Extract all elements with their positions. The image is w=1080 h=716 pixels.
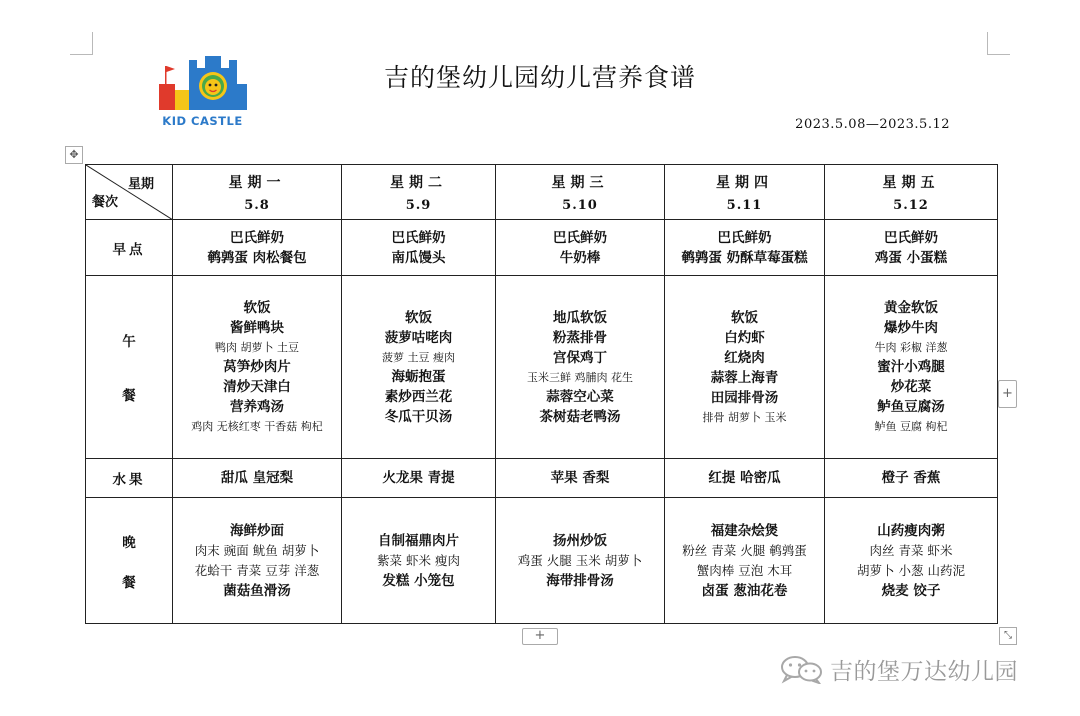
- menu-line: 酱鲜鸭块: [230, 320, 284, 336]
- document-title: 吉的堡幼儿园幼儿营养食谱: [383, 63, 696, 92]
- menu-line: 营养鸡汤: [230, 399, 284, 415]
- day-header-fri: [825, 165, 998, 220]
- meal-label-char: 晚: [122, 534, 136, 551]
- meal-label-lunch: [86, 330, 172, 404]
- lunch-cell[interactable]: [173, 276, 342, 459]
- day-header-wed: [496, 165, 665, 220]
- menu-line: 黄金软饭: [884, 300, 938, 316]
- fruit-row: [86, 459, 998, 498]
- menu-line: 红提 哈密瓜: [708, 470, 781, 486]
- day-name: 星期五: [882, 174, 940, 191]
- menu-line: 宫保鸡丁: [553, 349, 607, 366]
- dinner-cell[interactable]: [173, 498, 342, 624]
- menu-line: 卤蛋 葱油花卷: [701, 582, 788, 599]
- watermark: [778, 652, 1018, 686]
- corner-label-meal: 餐次: [92, 195, 119, 210]
- lunch-cell[interactable]: [665, 276, 825, 459]
- menu-line: 紫菜 虾米 瘦肉: [377, 552, 460, 568]
- menu-line: 炒花菜: [890, 379, 932, 395]
- menu-line: 红烧肉: [724, 349, 765, 366]
- dinner-cell[interactable]: [496, 498, 665, 624]
- meal-label-cell: [86, 459, 173, 498]
- day-name: 星期二: [390, 174, 447, 191]
- add-row-button[interactable]: +: [522, 628, 558, 645]
- fruit-cell[interactable]: [496, 459, 665, 498]
- menu-line: 鸡蛋 小蛋糕: [874, 249, 948, 266]
- menu-line: 蟹肉棒 豆泡 木耳: [696, 562, 793, 578]
- menu-line: 巴氏鲜奶: [884, 229, 938, 246]
- menu-line: 苹果 香梨: [550, 470, 610, 486]
- dinner-cell[interactable]: [665, 498, 825, 624]
- menu-line: 粉丝 青菜 火腿 鹌鹑蛋: [682, 542, 807, 558]
- breakfast-cell[interactable]: [665, 220, 825, 276]
- menu-line: 鹌鹑蛋 肉松餐包: [207, 249, 307, 266]
- menu-line: 鹌鹑蛋 奶酥草莓蛋糕: [681, 249, 808, 266]
- menu-line: 牛奶棒: [559, 249, 601, 266]
- menu-line: 扬州炒饭: [553, 532, 607, 549]
- menu-line: 软饭: [405, 309, 432, 326]
- menu-line: 菠萝 土豆 瘦肉: [382, 350, 455, 364]
- menu-line: 菌菇鱼滑汤: [223, 582, 291, 599]
- menu-line: 蒜蓉空心菜: [546, 388, 614, 405]
- menu-line: 肉丝 青菜 虾米: [869, 542, 953, 558]
- meal-label-cell: [86, 276, 173, 459]
- menu-line: 橙子 香蕉: [881, 470, 941, 486]
- menu-line: 牛肉 彩椒 洋葱: [874, 341, 948, 354]
- menu-line: 软饭: [731, 309, 758, 326]
- menu-line: 蒜蓉上海青: [710, 369, 779, 386]
- menu-line: 白灼虾: [724, 329, 765, 346]
- dinner-cell[interactable]: [825, 498, 998, 624]
- menu-line: 田园排骨汤: [710, 389, 779, 406]
- menu-line: 茶树菇老鸭汤: [539, 408, 621, 425]
- watermark-text: 吉的堡万达幼儿园: [830, 658, 1018, 685]
- breakfast-cell[interactable]: [825, 220, 998, 276]
- menu-line: 甜瓜 皇冠梨: [220, 470, 294, 486]
- meal-label-fruit: 水果: [112, 472, 146, 488]
- day-date: 5.9: [405, 197, 432, 213]
- fruit-cell[interactable]: [825, 459, 998, 498]
- menu-line: 地瓜软饭: [553, 309, 607, 326]
- menu-line: 清炒天津白: [223, 379, 291, 395]
- menu-line: 蜜汁小鸡腿: [877, 359, 945, 375]
- menu-line: 软饭: [243, 300, 271, 316]
- day-date: 5.10: [562, 197, 598, 213]
- menu-line: 巴氏鲜奶: [391, 229, 446, 246]
- breakfast-cell[interactable]: [173, 220, 342, 276]
- menu-line: 鸡蛋 火腿 玉米 胡萝卜: [517, 552, 643, 568]
- menu-line: 菠萝咕咾肉: [384, 329, 453, 346]
- kid-castle-logo: [155, 50, 250, 132]
- meal-label-char: 餐: [122, 388, 136, 404]
- day-date: 5.11: [726, 197, 763, 213]
- menu-line: 海鲜炒面: [230, 522, 284, 539]
- fruit-cell[interactable]: [173, 459, 342, 498]
- breakfast-cell[interactable]: [342, 220, 496, 276]
- header-row: [86, 165, 998, 220]
- corner-label-weekday: 星期: [127, 177, 154, 192]
- menu-line: 鸡肉 无核红枣 干香菇 枸杞: [191, 420, 323, 433]
- breakfast-row: [86, 220, 998, 276]
- menu-line: 南瓜馒头: [391, 249, 446, 266]
- corner-header-cell: [86, 165, 173, 220]
- meal-label-cell: [86, 498, 173, 624]
- menu-line: 鲈鱼豆腐汤: [877, 399, 945, 415]
- fruit-cell[interactable]: [665, 459, 825, 498]
- menu-line: 发糕 小笼包: [382, 572, 455, 589]
- menu-line: 鲈鱼 豆腐 枸杞: [874, 420, 948, 433]
- menu-line: 冬瓜干贝汤: [384, 408, 453, 425]
- meal-label-breakfast: 早点: [112, 241, 146, 258]
- fruit-cell[interactable]: [342, 459, 496, 498]
- day-name: 星期四: [716, 174, 773, 191]
- menu-line: 莴笋炒肉片: [223, 359, 291, 375]
- menu-line: 烧麦 饺子: [881, 582, 941, 599]
- menu-line: 爆炒牛肉: [884, 320, 938, 336]
- table-resize-handle[interactable]: ⤡: [999, 627, 1017, 645]
- castle-logo-icon: [155, 50, 250, 114]
- menu-line: 海蛎抱蛋: [391, 368, 446, 385]
- menu-line: 肉末 豌面 鱿鱼 胡萝卜: [194, 542, 320, 558]
- date-range: 2023.5.08—2023.5.12: [795, 117, 950, 132]
- dinner-row: [86, 498, 998, 624]
- day-header-thu: [665, 165, 825, 220]
- meal-label-dinner: [86, 531, 172, 591]
- menu-line: 巴氏鲜奶: [230, 229, 284, 246]
- breakfast-cell[interactable]: [496, 220, 665, 276]
- logo-text: KID CASTLE: [162, 114, 243, 128]
- menu-line: 玉米三鲜 鸡脯肉 花生: [527, 370, 633, 384]
- menu-line: 胡萝卜 小葱 山药泥: [857, 562, 965, 578]
- lunch-cell[interactable]: [342, 276, 496, 459]
- menu-line: 粉蒸排骨: [553, 329, 607, 346]
- menu-line: 素炒西兰花: [384, 388, 453, 405]
- dinner-cell[interactable]: [342, 498, 496, 624]
- page-corner-top-right: [987, 32, 1010, 55]
- lunch-row: [86, 276, 998, 459]
- day-date: 5.12: [893, 197, 929, 213]
- menu-table: [85, 164, 998, 624]
- menu-line: 巴氏鲜奶: [553, 229, 607, 246]
- meal-label-cell: [86, 220, 173, 276]
- lunch-cell[interactable]: [825, 276, 998, 459]
- menu-line: 火龙果 青提: [382, 470, 455, 486]
- lunch-cell[interactable]: [496, 276, 665, 459]
- day-name: 星期三: [551, 174, 609, 191]
- menu-line: 巴氏鲜奶: [717, 229, 772, 246]
- table-move-handle[interactable]: ✥: [65, 146, 83, 164]
- menu-line: 自制福鼎肉片: [378, 532, 459, 549]
- wechat-icon: [778, 654, 824, 684]
- page-corner-top-left: [70, 32, 93, 55]
- menu-line: 海带排骨汤: [546, 572, 614, 589]
- menu-line: 福建杂烩煲: [710, 522, 779, 539]
- day-header-mon: [173, 165, 342, 220]
- day-date: 5.8: [244, 197, 270, 213]
- meal-label-char: 午: [122, 334, 136, 350]
- menu-line: 山药瘦肉粥: [877, 522, 945, 539]
- add-column-button[interactable]: +: [998, 380, 1017, 408]
- day-header-tue: [342, 165, 496, 220]
- menu-line: 排骨 胡萝卜 玉米: [702, 410, 787, 424]
- meal-label-char: 餐: [122, 574, 136, 591]
- menu-line: 花蛤干 青菜 豆芽 洋葱: [194, 562, 320, 578]
- menu-line: 鸭肉 胡萝卜 土豆: [215, 341, 299, 354]
- day-name: 星期一: [228, 174, 286, 191]
